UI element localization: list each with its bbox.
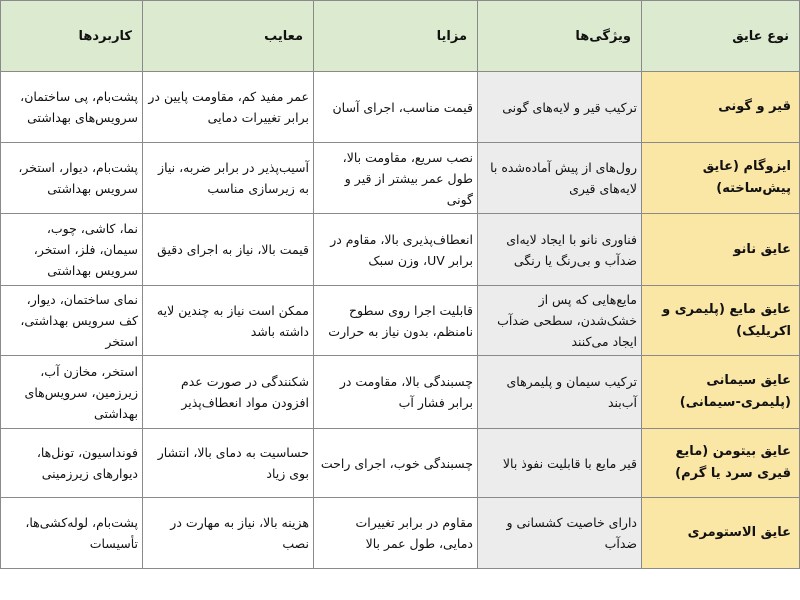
cell-disadvantages: قیمت بالا، نیاز به اجرای دقیق — [143, 214, 314, 286]
cell-disadvantages: حساسیت به دمای بالا، انتشار بوی زیاد — [143, 429, 314, 498]
cell-advantages: چسبندگی بالا، مقاومت در برابر فشار آب — [314, 356, 478, 429]
cell-type: عایق نانو — [642, 214, 800, 286]
header-features: ویژگی‌ها — [478, 1, 642, 72]
cell-advantages: قابلیت اجرا روی سطوح نامنظم، بدون نیاز به حرارت — [314, 286, 478, 356]
header-applications: کاربردها — [1, 1, 143, 72]
header-row — [1, 1, 800, 72]
table-row — [1, 356, 800, 429]
cell-disadvantages: عمر مفید کم، مقاومت پایین در برابر تغییرات دمایی — [143, 72, 314, 143]
table-row — [1, 286, 800, 356]
cell-advantages: نصب سریع، مقاومت بالا، طول عمر بیشتر از قیر و گونی — [314, 143, 478, 214]
cell-advantages: چسبندگی خوب، اجرای راحت — [314, 429, 478, 498]
cell-advantages: مقاوم در برابر تغییرات دمایی، طول عمر بالا — [314, 498, 478, 569]
header-advantages: مزایا — [314, 1, 478, 72]
cell-type: عایق الاستومری — [642, 498, 800, 569]
cell-disadvantages: هزینه بالا، نیاز به مهارت در نصب — [143, 498, 314, 569]
cell-features: دارای خاصیت کشسانی و ضدآب — [478, 498, 642, 569]
table-row — [1, 143, 800, 214]
cell-type: عایق سیمانی (پلیمری-سیمانی) — [642, 356, 800, 429]
cell-applications: نما، کاشی، چوب، سیمان، فلز، استخر، سرویس بهداشتی — [1, 214, 143, 286]
cell-features: رول‌های از پیش آماده‌شده با لایه‌های قیری — [478, 143, 642, 214]
cell-applications: استخر، مخازن آب، زیرزمین، سرویس‌های بهداشتی — [1, 356, 143, 429]
header-type: نوع عایق — [642, 1, 800, 72]
cell-applications: نمای ساختمان، دیوار، کف سرویس بهداشتی، استخر — [1, 286, 143, 356]
cell-applications: پشت‌بام، پی ساختمان، سرویس‌های بهداشتی — [1, 72, 143, 143]
table-row — [1, 498, 800, 569]
cell-features: ترکیب سیمان و پلیمرهای آب‌بند — [478, 356, 642, 429]
cell-applications: پشت‌بام، لوله‌کشی‌ها، تأسیسات — [1, 498, 143, 569]
cell-features: فناوری نانو با ایجاد لایه‌ای ضدآب و بی‌رنگ یا رنگی — [478, 214, 642, 286]
cell-disadvantages: آسیب‌پذیر در برابر ضربه، نیاز به زیرسازی مناسب — [143, 143, 314, 214]
cell-type: ایزوگام (عایق پیش‌ساخته) — [642, 143, 800, 214]
table-row — [1, 72, 800, 143]
cell-features: مایع‌هایی که پس از خشک‌شدن، سطحی ضدآب ایجاد می‌کنند — [478, 286, 642, 356]
cell-applications: پشت‌بام، دیوار، استخر، سرویس بهداشتی — [1, 143, 143, 214]
cell-disadvantages: ممکن است نیاز به چندین لایه داشته باشد — [143, 286, 314, 356]
table-row — [1, 214, 800, 286]
header-disadvantages: معایب — [143, 1, 314, 72]
cell-features: ترکیب قیر و لایه‌های گونی — [478, 72, 642, 143]
cell-disadvantages: شکنندگی در صورت عدم افزودن مواد انعطاف‌پذیر — [143, 356, 314, 429]
cell-type: عایق مایع (پلیمری و اکریلیک) — [642, 286, 800, 356]
cell-type: قیر و گونی — [642, 72, 800, 143]
cell-features: قیر مایع با قابلیت نفوذ بالا — [478, 429, 642, 498]
table-row — [1, 429, 800, 498]
cell-advantages: قیمت مناسب، اجرای آسان — [314, 72, 478, 143]
cell-advantages: انعطاف‌پذیری بالا، مقاوم در برابر UV، وزن سبک — [314, 214, 478, 286]
cell-type: عایق بیتومن (مایع قیری سرد یا گرم) — [642, 429, 800, 498]
cell-applications: فونداسیون، تونل‌ها، دیوارهای زیرزمینی — [1, 429, 143, 498]
